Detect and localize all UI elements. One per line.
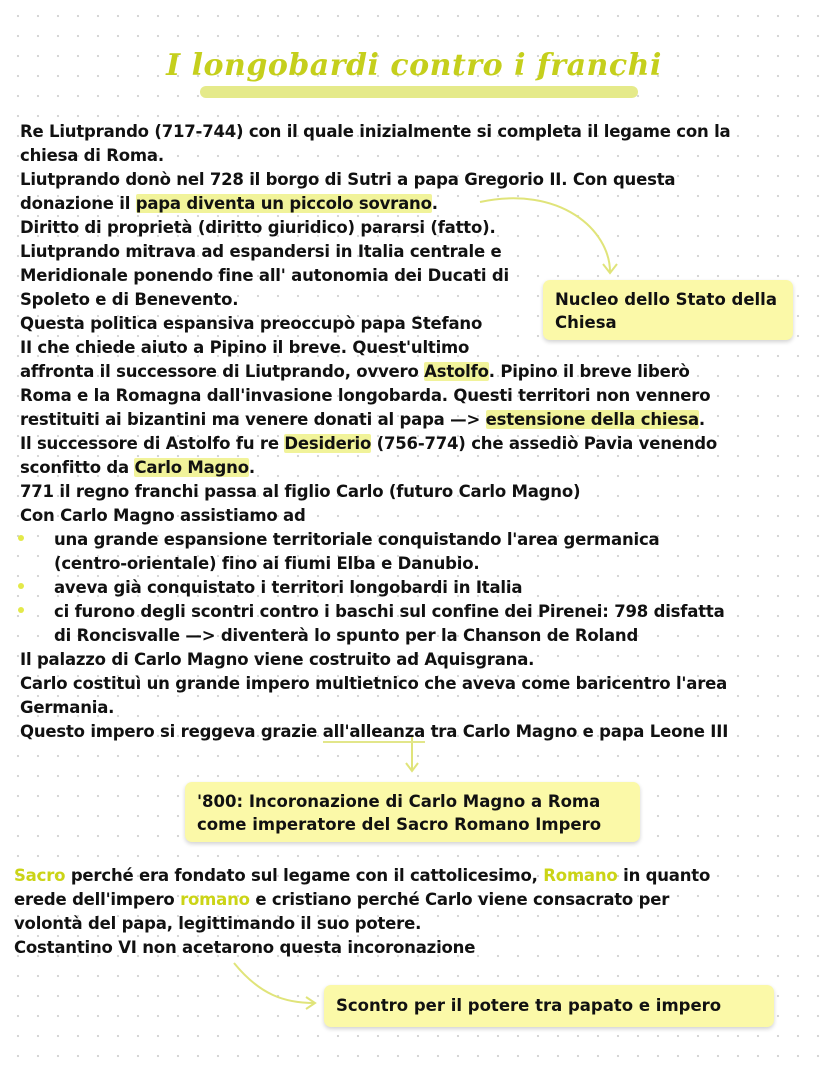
text-line: Con Carlo Magno assistiamo ad [20, 506, 306, 525]
bullet-item: ci furono degli scontri contro i baschi sul confine dei Pirenei: 798 disfatta [54, 602, 725, 621]
text-line [20, 360, 690, 384]
text-span: Il successore di Astolfo fu re [20, 434, 285, 453]
text-line: Il palazzo di Carlo Magno viene costruito ad Aquisgrana. [20, 650, 535, 669]
note-nucleo-stato-chiesa [543, 280, 793, 340]
text-line: Re Liutprando (717-744) con il quale inizialmente si completa il legame con la [20, 122, 731, 141]
highlight-papa-sovrano: papa diventa un piccolo sovrano [135, 194, 432, 213]
text-span: perché era fondato sul legame con il cattolicesimo, [65, 866, 544, 885]
note-line: come imperatore del Sacro Romano Impero [197, 815, 602, 834]
accent-romano: Romano [543, 866, 618, 885]
highlight-astolfo: Astolfo [424, 362, 489, 381]
note-line: Nucleo dello Stato della [555, 290, 777, 309]
note-line: Scontro per il potere tra papato e impero [336, 996, 722, 1015]
highlight-estensione-chiesa: estensione della chiesa [485, 410, 699, 429]
text-line [20, 432, 717, 456]
text-span: . [431, 194, 438, 213]
highlight-carlo-magno: Carlo Magno [134, 458, 249, 477]
text-span: . Pipino il breve liberò [488, 362, 690, 381]
accent-romano-2: romano [180, 890, 250, 909]
note-scontro-papato-impero [324, 985, 774, 1027]
text-span: erede dell'impero [14, 890, 181, 909]
bullet-icon [18, 583, 24, 589]
arrow-incoronazione-to-scontro [234, 963, 314, 1003]
text-span: . [248, 458, 255, 477]
text-span: Questo impero si reggeva grazie [20, 722, 323, 741]
note-incoronazione [185, 782, 640, 842]
page-title: I longobardi contro i franchi [166, 48, 662, 83]
note-line: '800: Incoronazione di Carlo Magno a Roma [197, 792, 601, 811]
text-span: donazione il [20, 194, 136, 213]
text-line [20, 456, 255, 480]
text-span: e cristiano perché Carlo viene consacrato per [249, 890, 670, 909]
text-span: (756-774) che assediò Pavia venendo [371, 434, 718, 453]
text-line [14, 888, 669, 912]
text-line [20, 408, 705, 432]
text-line: 771 il regno franchi passa al figlio Carlo (futuro Carlo Magno) [20, 482, 581, 501]
underline-alleanza: all'alleanza [322, 722, 426, 741]
text-line: Costantino VI non acetarono questa incoronazione [14, 938, 476, 957]
text-line: chiesa di Roma. [20, 146, 164, 165]
text-span: sconfitto da [20, 458, 135, 477]
note-line: Chiesa [555, 313, 617, 332]
text-line: Germania. [20, 698, 115, 717]
text-line [14, 864, 710, 888]
bullet-icon [18, 607, 24, 613]
text-line: Liutprando mitrava ad espandersi in Italia centrale e [20, 242, 502, 261]
accent-sacro: Sacro [14, 866, 66, 885]
text-line: volontà del papa, legittimando il suo potere. [14, 914, 422, 933]
text-line [20, 192, 438, 216]
bullet-item: aveva già conquistato i territori longobardi in Italia [54, 578, 523, 597]
text-line [20, 720, 728, 744]
highlight-desiderio: Desiderio [284, 434, 372, 453]
text-span: tra Carlo Magno e papa Leone III [425, 722, 729, 741]
text-line: Spoleto e di Benevento. [20, 290, 239, 309]
text-line: Diritto di proprietà (diritto giuridico) pararsi (fatto). [20, 218, 496, 237]
text-line: Carlo costituì un grande impero multietnico che aveva come baricentro l'area [20, 674, 728, 693]
text-line: Meridionale ponendo fine all' autonomia dei Ducati di [20, 266, 509, 285]
text-line: II che chiede aiuto a Pipino il breve. Quest'ultimo [20, 338, 470, 357]
text-line: Questa politica espansiva preoccupò papa Stefano [20, 314, 483, 333]
bullet-item-cont: di Roncisvalle —> diventerà lo spunto per la Chanson de Roland [54, 626, 639, 645]
text-line: Liutprando donò nel 728 il borgo di Sutri a papa Gregorio II. Con questa [20, 170, 676, 189]
bullet-item-cont: (centro-orientale) fino ai fiumi Elba e Danubio. [54, 554, 480, 573]
text-line: Roma e la Romagna dall'invasione longobarda. Questi territori non vennero [20, 386, 711, 405]
bullet-icon [18, 535, 24, 541]
text-span: restituiti ai bizantini ma venere donati al papa —> [20, 410, 486, 429]
text-span: affronta il successore di Liutprando, ovvero [20, 362, 425, 381]
text-span: . [698, 410, 705, 429]
text-span: in quanto [617, 866, 711, 885]
title-underline [200, 86, 638, 98]
bullet-item: una grande espansione territoriale conquistando l'area germanica [54, 530, 660, 549]
